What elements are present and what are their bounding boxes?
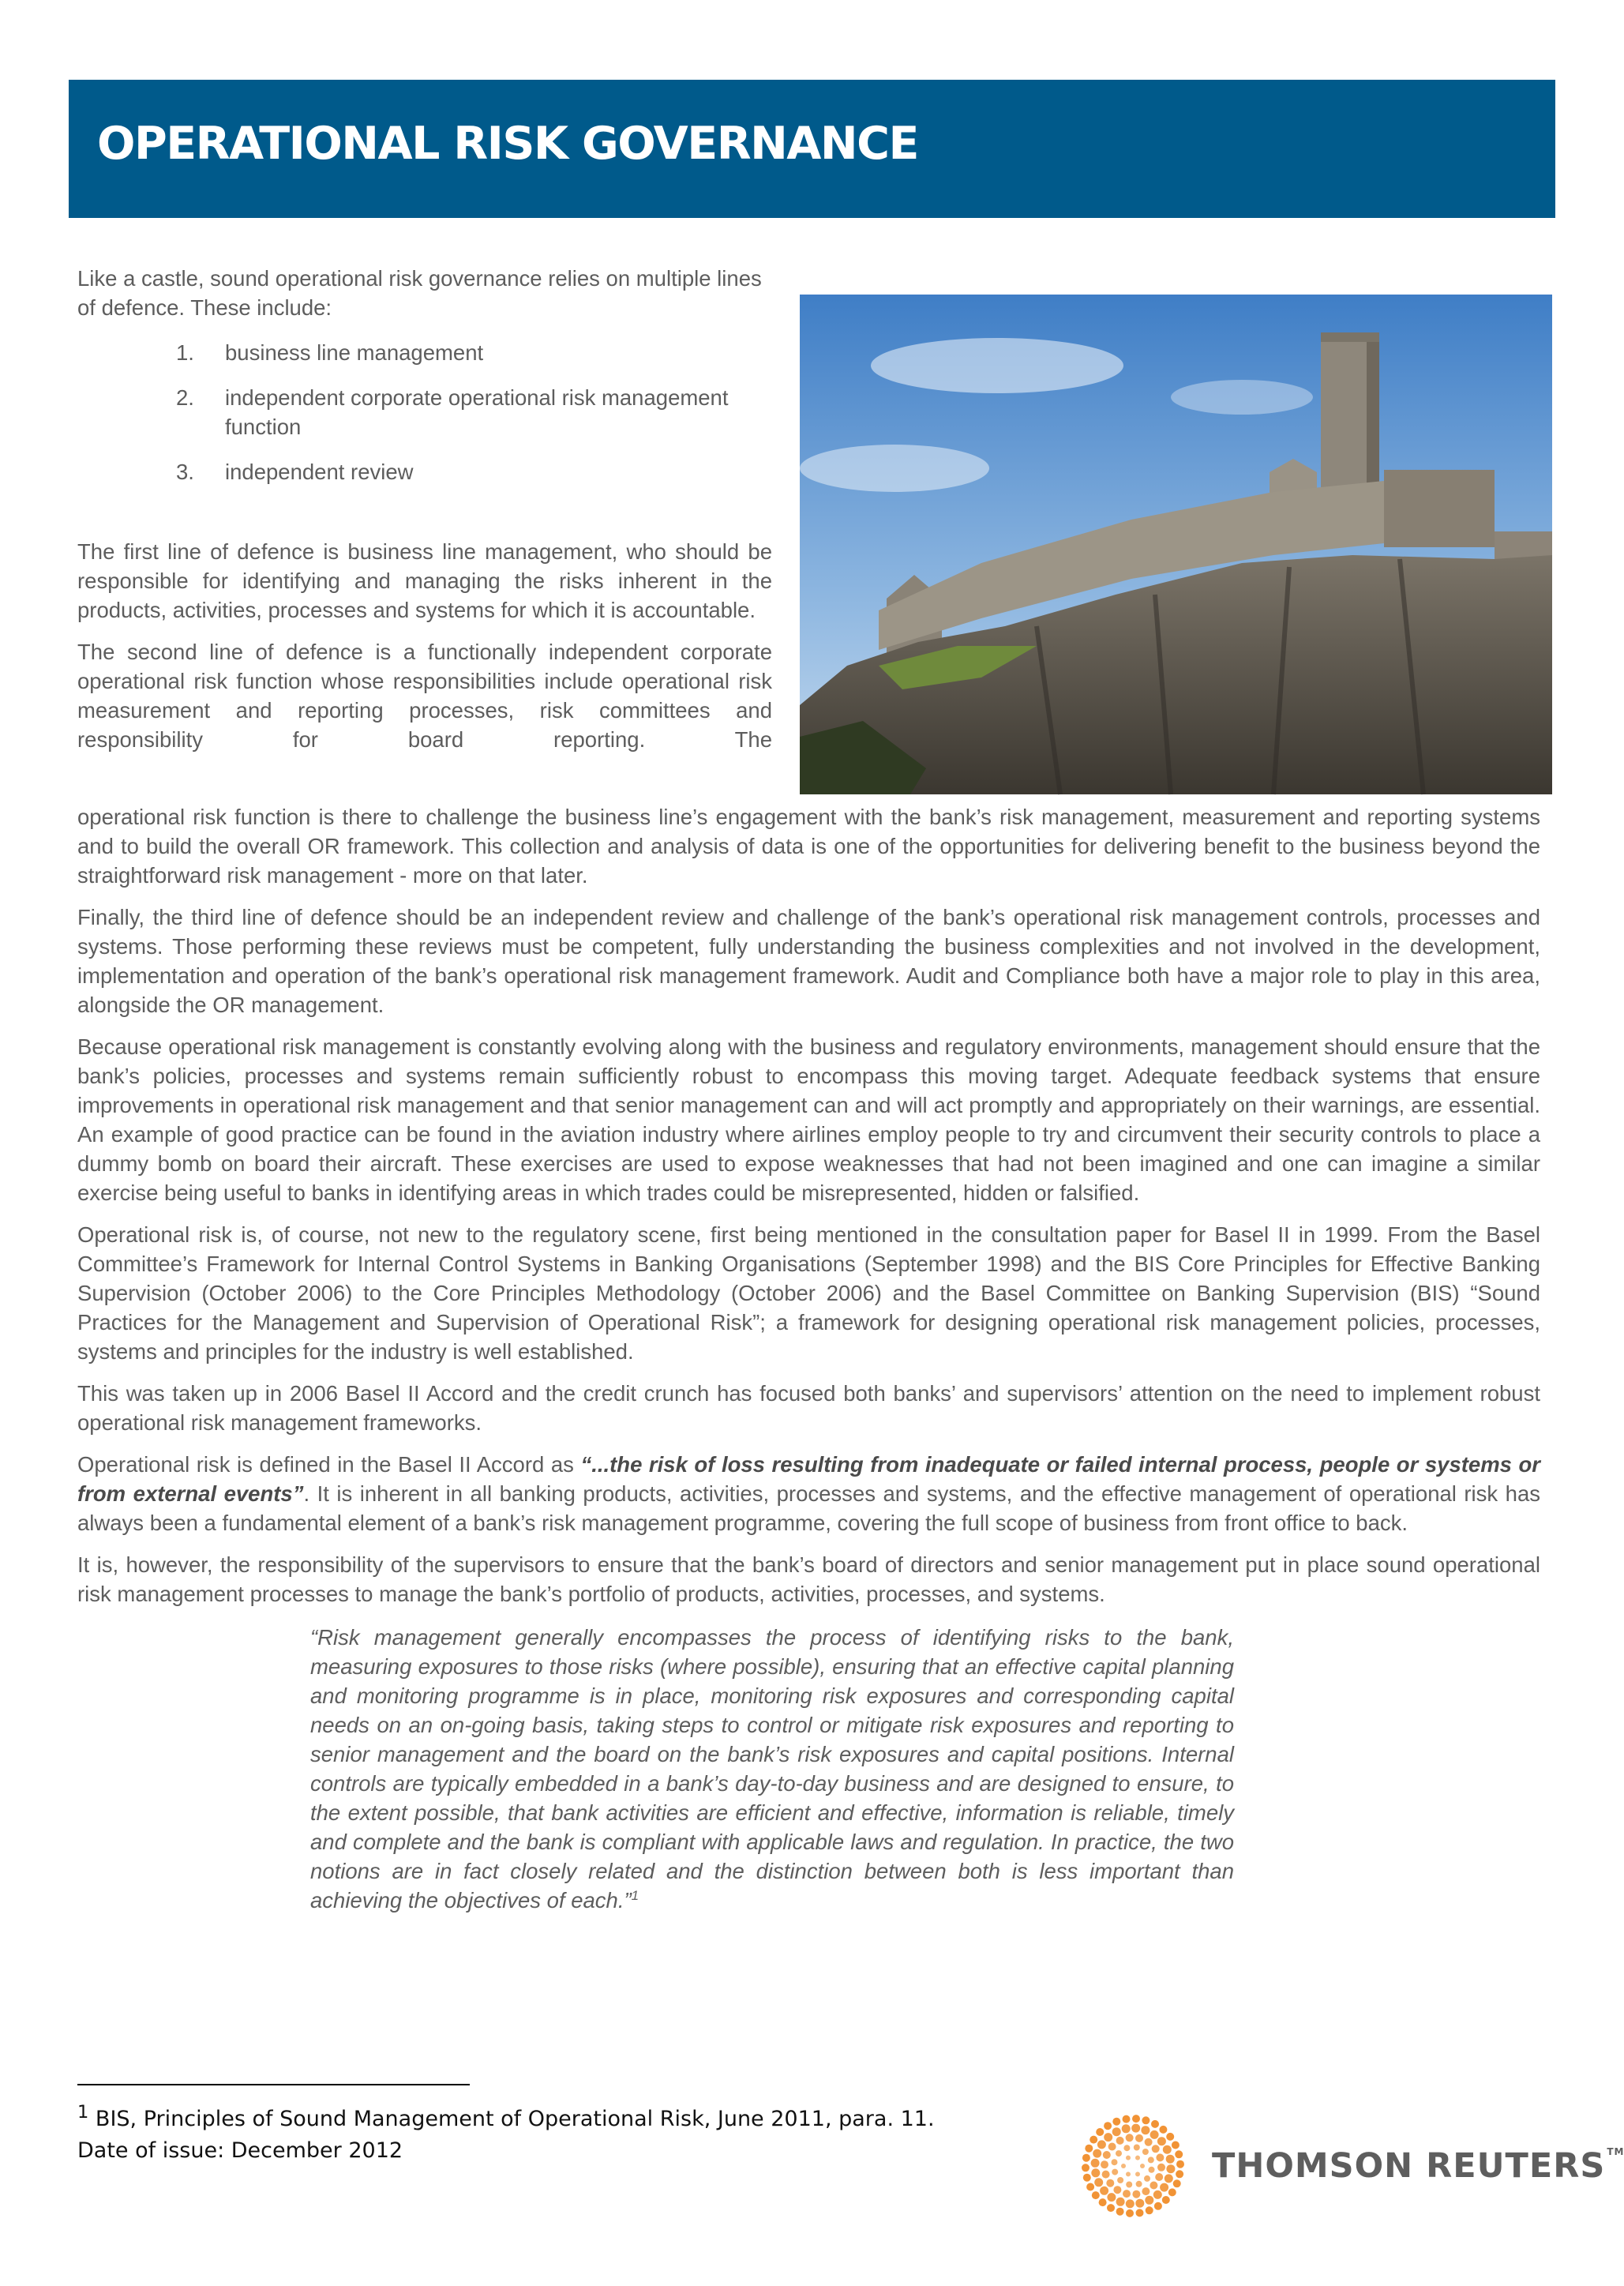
footnote-reference: 1 — [631, 1887, 639, 1903]
intro-column — [77, 264, 772, 754]
thomson-reuters-logo — [1078, 2123, 1624, 2209]
main-body — [77, 802, 1540, 1915]
paragraph-definition: Operational risk is defined in the Basel II Accord as “...the risk of loss resulting from inadequate or failed internal process, people or systems or from external events”. It is inherent in all banking products, activities, processes and systems, and the effective management of operational risk has always been a fundamental element of a bank’s risk management programme, covering the full scope of business from front office to back. — [77, 1452, 1541, 1535]
logo-wordmark: THOMSON REUTERS — [1212, 2146, 1606, 2186]
paragraph-evolving-management: Because operational risk management is constantly evolving along with the business and regulatory environments, management should ensure that the bank’s policies, processes and systems remain sufficiently robust to encompass this moving target. Adequate feedback systems that ensure improvements in operational risk management and that senior management can and will act promptly and appropriately on their warnings, are essential. An example of good practice can be found in the aviation industry where airlines employ people to try and circumvent their security controls to place a dummy bomb on board their aircraft. These exercises are used to expose weaknesses that had not been imagined and one can imagine a similar exercise being useful to banks in identifying areas in which trades could be misrepresented, hidden or falsified. — [77, 1034, 1540, 1205]
paragraph-supervisors: It is, however, the responsibility of the supervisors to ensure that the bank’s board of directors and senior management put in place sound operational risk management processes to manage the bank’s portfolio of products, activities, processes, and systems. — [77, 1552, 1540, 1606]
paragraph-regulatory-history: Operational risk is, of course, not new to the regulatory scene, first being mentioned in the consultation paper for Basel II in 1999. From the Basel Committee’s Framework for Internal Control Systems in Banking Organisations (September 1998) and the BIS Core Principles for Effective Banking Supervision (October 2006) to the Core Principles Methodology (October 2006) and the Basel Committee on Banking Supervision (BIS) “Sound Practices for the Management and Supervision of Operational Risk”; a framework for designing operational risk management policies, processes, systems and principles for the industry is well established. — [77, 1222, 1540, 1364]
paragraph-second-line: The second line of defence is a functionally independent corporate operational risk function whose responsibilities include operational risk measurement and reporting processes, risk committees and responsibility for board reporting. The — [77, 640, 772, 752]
footnote-divider — [77, 2084, 470, 2085]
castle-photo — [800, 295, 1552, 794]
list-item: 2. independent corporate operational risk management function — [176, 385, 729, 439]
paragraph-third-line: Finally, the third line of defence should be an independent review and challenge of the bank’s operational risk management controls, processes and systems. Those performing these reviews must be competent, fully understanding the business complexities and not involved in the development, implementation and operation of the bank’s operational risk management framework. Audit and Compliance both have a major role to play in this area, alongside the OR management. — [77, 905, 1540, 1017]
title-banner — [69, 80, 1555, 218]
footnote-area — [77, 2096, 935, 2167]
list-item: 1. business line management — [176, 340, 484, 365]
defence-lines-list — [77, 338, 772, 486]
footnote: $^1$ BIS, Principles of Sound Management of Operational Risk, June 2011, para. 11. — [77, 2102, 935, 2131]
trademark-symbol: TM — [1607, 2146, 1624, 2157]
paragraph-basel-accord: This was taken up in 2006 Basel II Accord and the credit crunch has focused both banks’ and supervisors’ attention on the need to implement robust operational risk management frameworks. — [77, 1381, 1540, 1435]
block-quote: “Risk management generally encompasses the process of identifying risks to the bank, measuring exposures to those risks (where possible), ensuring that an effective capital planning and monitoring programme is in place, monitoring risk exposures and corresponding capital needs on an on-going basis, taking steps to control or mitigate risk exposures and reporting to senior management and the board on the bank’s risk exposures and capital positions. Internal controls are typically embedded in a bank’s day-to-day business and are designed to ensure, to the extent possible, that bank activities are efficient and effective, information is reliable, timely and complete and the bank is compliant with applicable laws and regulation. In practice, the two notions are in fact closely related and the distinction between both is less important than achieving the objectives of each.”$^1$ — [310, 1625, 1234, 1913]
paragraph-second-line-continued: operational risk function is there to challenge the business line’s engagement with the bank’s risk management, measurement and reporting systems and to build the overall OR framework. This collection and analysis of data is one of the opportunities for delivering benefit to the business beyond the straightforward risk management - more on that later. — [77, 805, 1540, 888]
page-title: OPERATIONAL RISK GOVERNANCE — [97, 118, 918, 170]
intro-lead: Like a castle, sound operational risk governance relies on multiple lines of defence. These include: — [77, 266, 762, 320]
paragraph-first-line: The first line of defence is business line management, who should be responsible for identifying and managing the risks inherent in the products, activities, processes and systems for which it is accountable. — [77, 539, 772, 622]
risk-definition-quote: “...the risk of loss resulting from inadequate or failed internal process, people or systems or from external events” — [77, 1452, 1541, 1506]
logo-dots-icon — [1078, 2111, 1188, 2221]
issue-date: Date of issue: December 2012 — [77, 2138, 403, 2163]
list-item: 3. independent review — [176, 460, 414, 484]
